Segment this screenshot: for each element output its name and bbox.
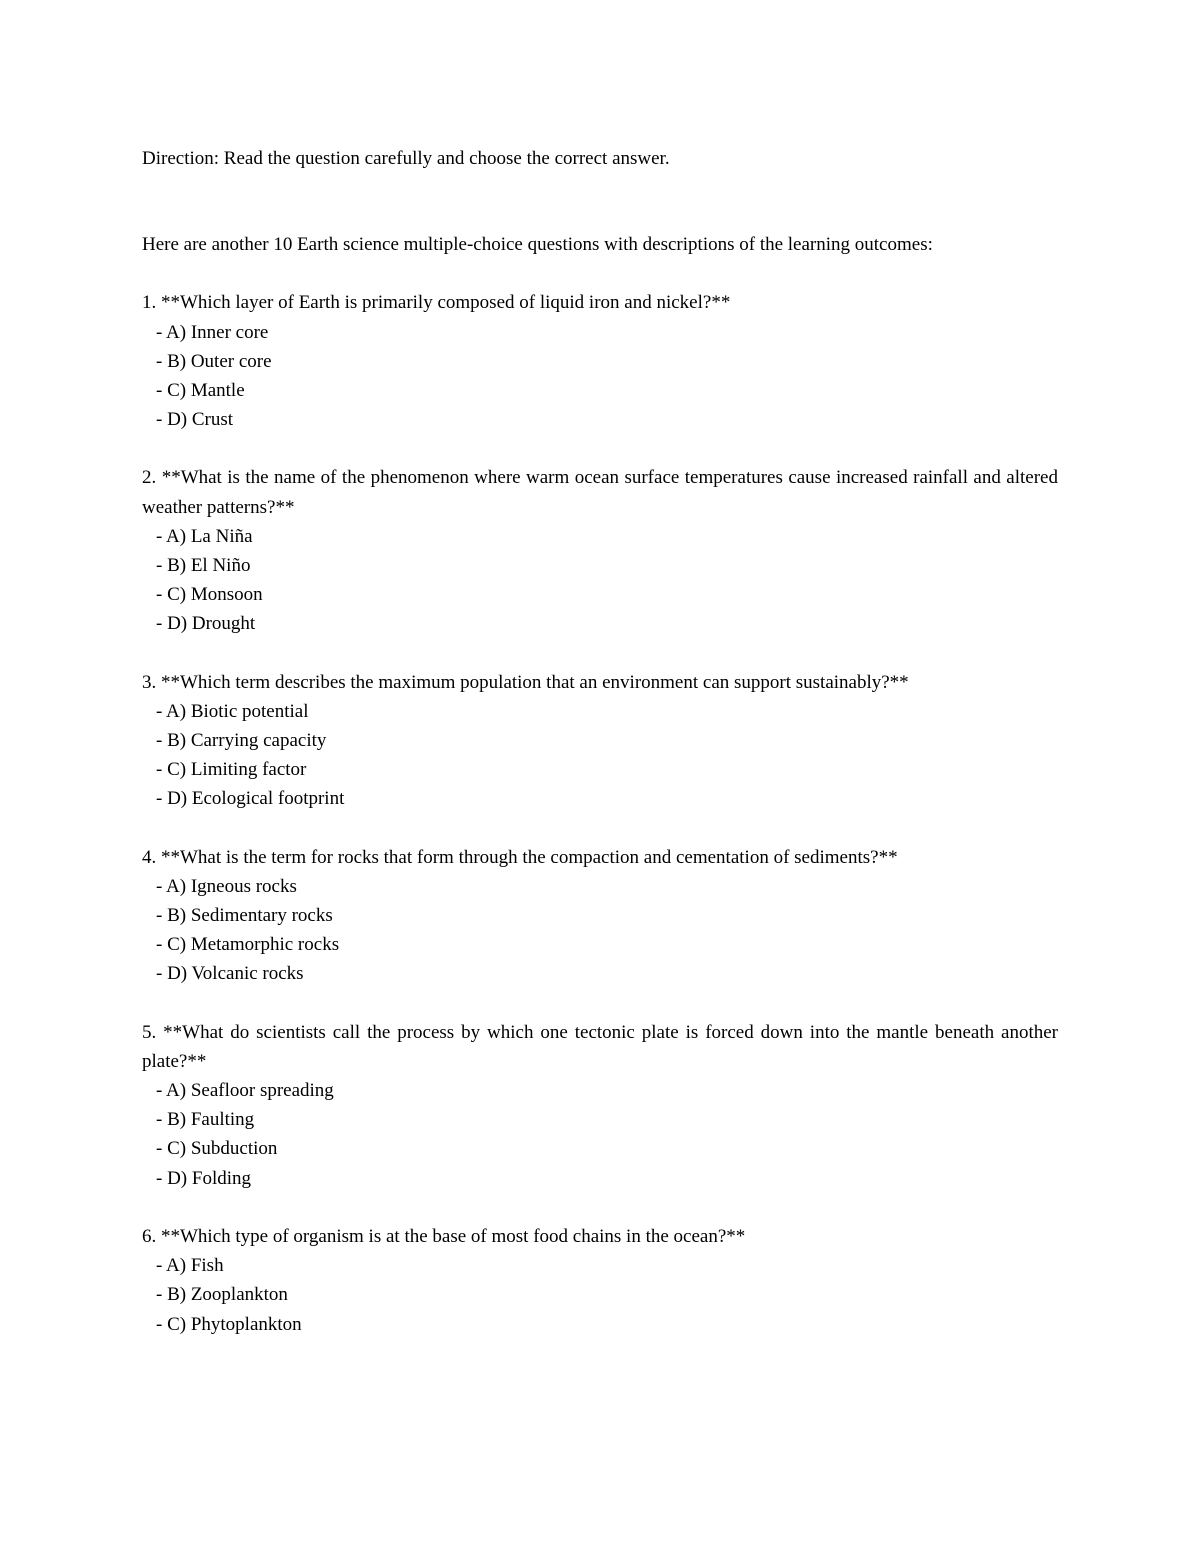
option-a: - A) Igneous rocks xyxy=(156,875,297,897)
question-text: 1. **Which layer of Earth is primarily composed of liquid iron and nickel?** xyxy=(142,292,731,314)
option-d: - D) Folding xyxy=(156,1167,251,1189)
question-3 xyxy=(142,668,1058,814)
question-4 xyxy=(142,843,1058,989)
option-d: - D) Volcanic rocks xyxy=(156,963,304,985)
option-d: - D) Ecological footprint xyxy=(156,788,345,810)
question-text: 6. **Which type of organism is at the base of most food chains in the ocean?** xyxy=(142,1225,746,1247)
option-d: - D) Drought xyxy=(156,613,256,635)
question-text: 3. **Which term describes the maximum population that an environment can support sustainably?** xyxy=(142,671,909,693)
answer-options xyxy=(142,697,1058,814)
question-2 xyxy=(142,463,1058,638)
option-d: - D) Crust xyxy=(156,409,234,431)
question-5 xyxy=(142,1018,1058,1193)
option-b: - B) Zooplankton xyxy=(156,1284,288,1306)
answer-options xyxy=(142,318,1058,435)
question-1 xyxy=(142,288,1058,434)
question-text: 4. **What is the term for rocks that form through the compaction and cementation of sediments?** xyxy=(142,846,898,868)
answer-options xyxy=(142,872,1058,989)
answer-options xyxy=(142,522,1058,639)
answer-options xyxy=(142,1251,1058,1339)
document-body xyxy=(142,144,1058,1368)
intro-paragraph: Here are another 10 Earth science multiple-choice questions with descriptions of the learning outcomes: xyxy=(142,234,933,256)
option-a: - A) La Niña xyxy=(156,525,253,547)
option-a: - A) Fish xyxy=(156,1255,224,1277)
option-a: - A) Inner core xyxy=(156,321,269,343)
option-c: - C) Limiting factor xyxy=(156,759,307,781)
answer-options xyxy=(142,1076,1058,1193)
option-c: - C) Metamorphic rocks xyxy=(156,934,340,956)
option-b: - B) Carrying capacity xyxy=(156,730,327,752)
option-a: - A) Biotic potential xyxy=(156,700,309,722)
option-c: - C) Monsoon xyxy=(156,584,263,606)
option-a: - A) Seafloor spreading xyxy=(156,1080,334,1102)
option-c: - C) Mantle xyxy=(156,380,245,402)
option-b: - B) Faulting xyxy=(156,1109,255,1131)
option-b: - B) El Niño xyxy=(156,555,251,577)
option-b: - B) Sedimentary rocks xyxy=(156,905,333,927)
option-b: - B) Outer core xyxy=(156,350,272,372)
direction-text: Direction: Read the question carefully and choose the correct answer. xyxy=(142,148,670,169)
question-text: 2. **What is the name of the phenomenon where warm ocean surface temperatures cause increased rainfall and altered weather patterns?** xyxy=(142,467,1058,518)
question-6 xyxy=(142,1222,1058,1339)
question-text: 5. **What do scientists call the process by which one tectonic plate is forced down into the mantle beneath another plate?** xyxy=(142,1021,1058,1072)
option-c: - C) Subduction xyxy=(156,1138,278,1160)
option-c: - C) Phytoplankton xyxy=(156,1313,302,1335)
